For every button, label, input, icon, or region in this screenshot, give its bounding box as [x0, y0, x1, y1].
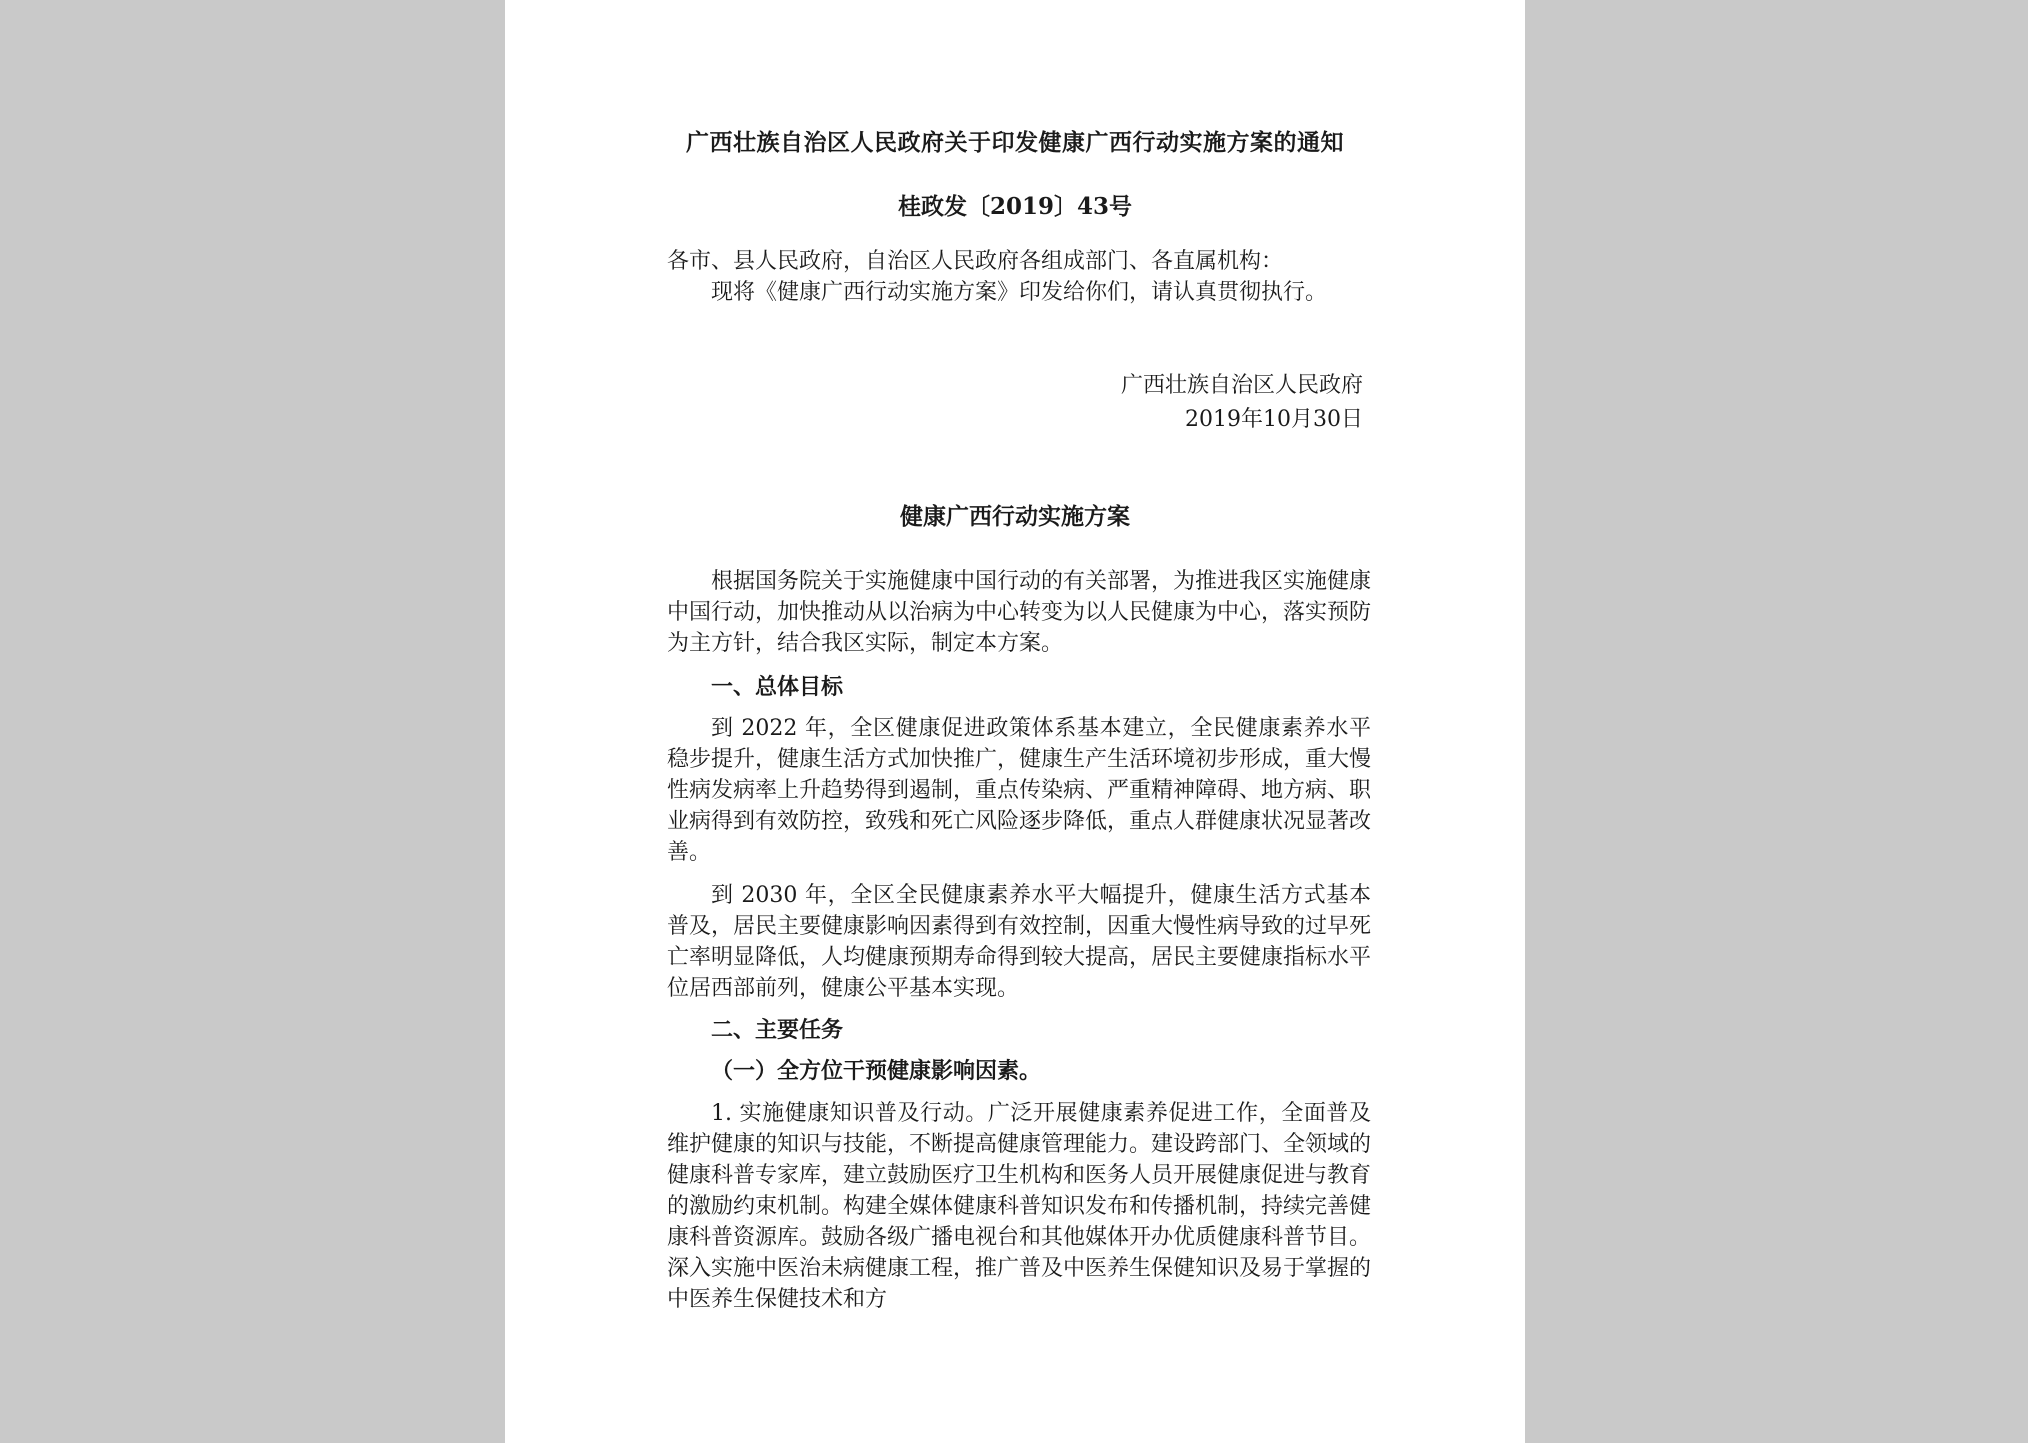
document-number: 桂政发〔2019〕43号: [897, 193, 1133, 220]
goals-2022-paragraph: 到 2022 年，全区健康促进政策体系基本建立，全民健康素养水平稳步提升，健康生活方式加快推广，健康生产生活环境初步形成，重大慢性病发病率上升趋势得到遏制，重点传染病、严重精神障碍、地方病、职业病得到有效防控，致残和死亡风险逐步降低，重点人群健康状况显著改善。: [667, 716, 1372, 865]
task-item-1: 1. 实施健康知识普及行动。广泛开展健康素养促进工作，全面普及维护健康的知识与技能，不断提高健康管理能力。建设跨部门、全领域的健康科普专家库，建立鼓励医疗卫生机构和医务人员开展健康促进与教育的激励约束机制。构建全媒体健康科普知识发布和传播机制，持续完善健康科普资源库。鼓励各级广播电视台和其他媒体开办优质健康科普节目。深入实施中医治未病健康工程，推广普及中医养生保健知识及易于掌握的中医养生保健技术和方: [667, 1101, 1372, 1312]
section-heading-goals: 一、总体目标: [711, 674, 844, 700]
document-page: [505, 0, 1525, 1443]
plan-title: 健康广西行动实施方案: [900, 503, 1130, 530]
section-heading-tasks: 二、主要任务: [711, 1017, 844, 1043]
notice-body: 现将《健康广西行动实施方案》印发给你们，请认真贯彻执行。: [711, 280, 1328, 305]
subsection-heading-1: （一）全方位干预健康影响因素。: [711, 1058, 1042, 1084]
issue-date: 2019年10月30日: [1185, 407, 1363, 432]
goals-2030-paragraph: 到 2030 年，全区全民健康素养水平大幅提升，健康生活方式基本普及，居民主要健康影响因素得到有效控制，因重大慢性病导致的过早死亡率明显降低，人均健康预期寿命得到较大提高，居民主要健康指标水平位居西部前列，健康公平基本实现。: [667, 883, 1372, 1001]
issuer: 广西壮族自治区人民政府: [1120, 373, 1363, 398]
notice-title: 广西壮族自治区人民政府关于印发健康广西行动实施方案的通知: [686, 129, 1344, 156]
addressee: 各市、县人民政府，自治区人民政府各组成部门、各直属机构：: [667, 249, 1284, 274]
plan-intro: 根据国务院关于实施健康中国行动的有关部署，为推进我区实施健康中国行动，加快推动从以治病为中心转变为以人民健康为中心，落实预防为主方针，结合我区实际，制定本方案。: [667, 569, 1372, 656]
